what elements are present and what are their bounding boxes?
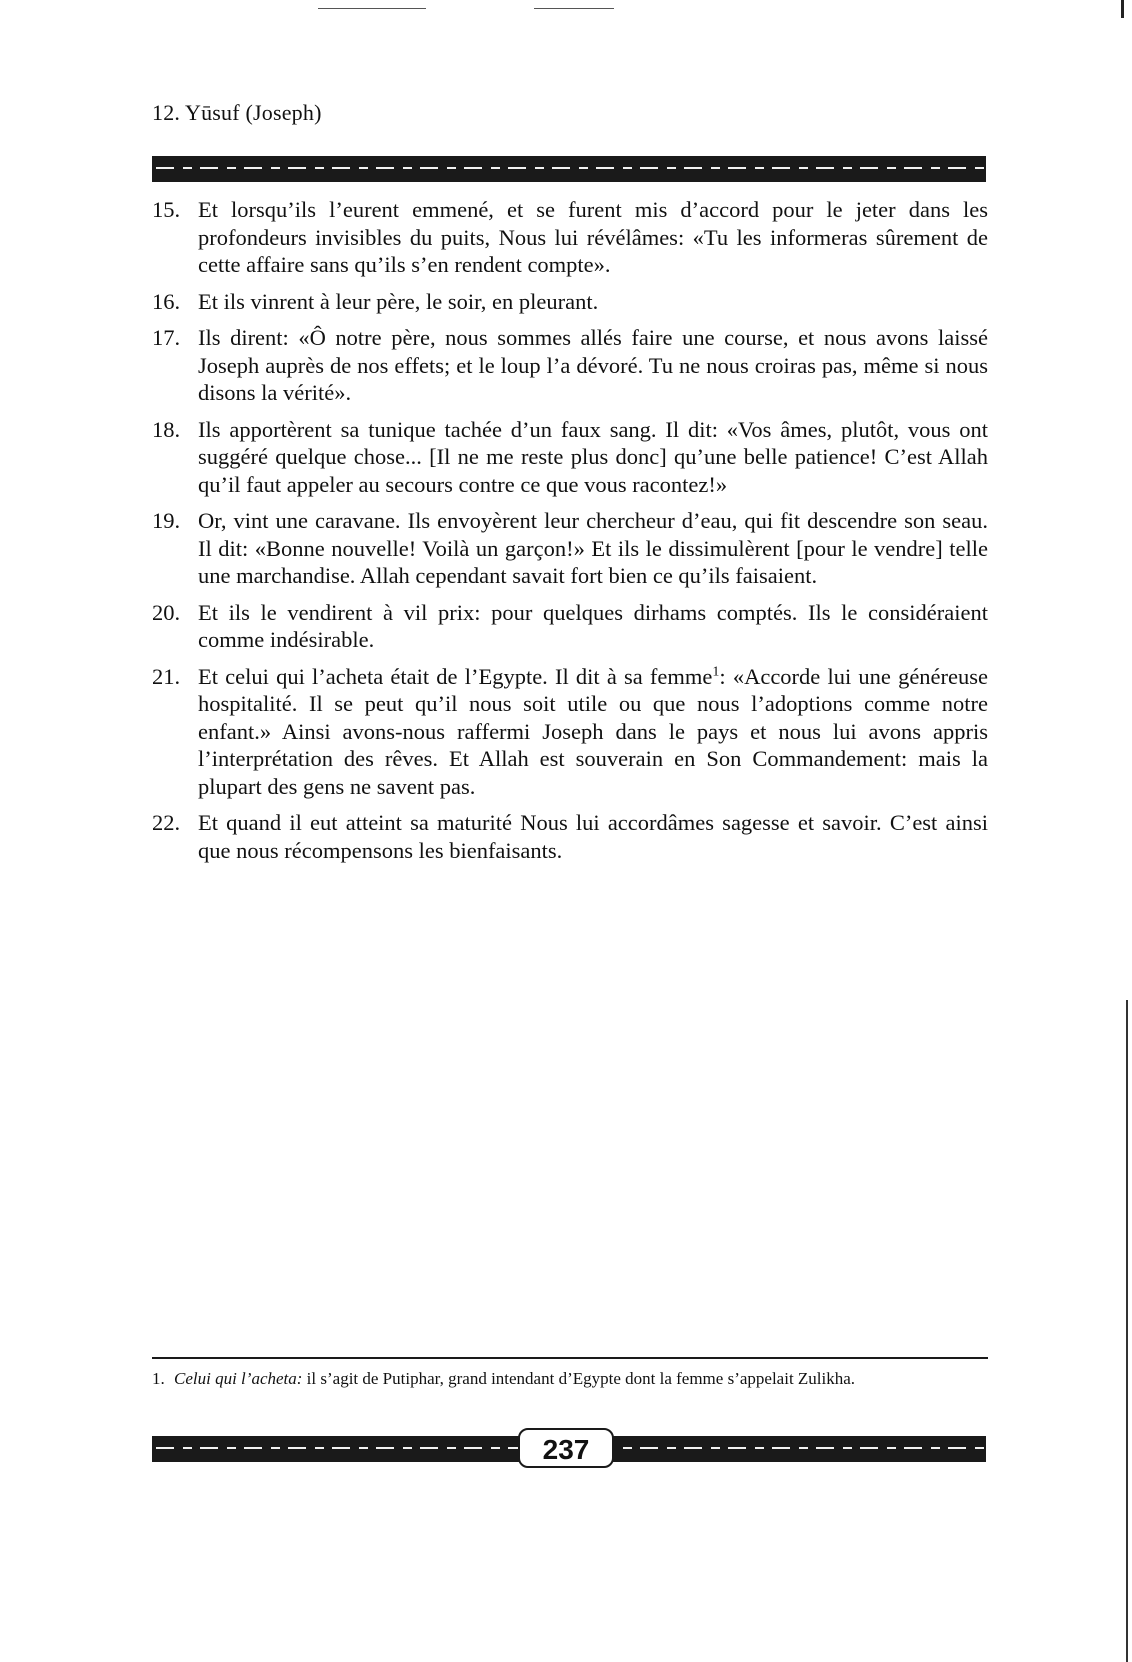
verse-item (152, 324, 988, 407)
verse-text: Et lorsqu’ils l’eurent emmené, et se furent mis d’accord pour le jeter dans les profondeurs invisibles du puits, Nous lui révélâmes: «Tu les informeras sûrement de cette affaire sans qu’ils s’en rendent compte». (198, 197, 988, 277)
verse-text: Et ils vinrent à leur père, le soir, en pleurant. (198, 288, 599, 314)
verse-item (152, 288, 988, 316)
verse-text: Ils dirent: «Ô notre père, nous sommes allés faire une course, et nous avons laissé Joseph auprès de nos effets; et le loup l’a dévoré. Tu ne nous croiras pas, même si nous disons la vérité». (198, 325, 988, 405)
verse-number: 21. (152, 663, 181, 689)
verse-text: Or, vint une caravane. Ils envoyèrent leur chercheur d’eau, qui fit descendre son seau. Il dit: «Bonne nouvelle! Voilà un garçon!» Et ils le dissimulèrent [pour le vendre] telle une marchandise. Allah cependant savait fort bien ce qu’ils faisaient. (198, 508, 988, 588)
corner-mark (1121, 0, 1124, 18)
verse-text-before: Et celui qui l’acheta était de l’Egypte. Il dit à sa femme (198, 663, 713, 689)
chapter-heading: 12. Yūsuf (Joseph) (152, 100, 322, 125)
verse-number: 20. (152, 599, 181, 625)
top-rule-right (534, 8, 614, 9)
footnote-body (174, 1368, 988, 1389)
verse-text-after: : «Accorde lui une généreuse hospitalité. Il se peut qu’il nous soit utile ou que nous l’adoptions comme notre enfant.» Ainsi avons-nous raffermi Joseph dans le pays et nous lui avons appris l’interprétation des rêves. Et Allah est souverain en Son Commandement: mais la plupart des gens ne savent pas. (198, 663, 989, 799)
verse-item (152, 416, 988, 499)
page-edge (1126, 1000, 1128, 1662)
verse-item (152, 599, 988, 654)
footnote-term: Celui qui l’acheta: (174, 1369, 303, 1388)
verse-number: 16. (152, 288, 181, 314)
verse-text (198, 663, 988, 801)
verse-number: 19. (152, 508, 181, 533)
verse-text: Et ils le vendirent à vil prix: pour quelques dirhams comptés. Ils le considéraient comme indésirable. (198, 599, 988, 652)
top-ornament-border (152, 156, 986, 182)
footnote-number: 1. (152, 1369, 165, 1388)
verse-text: Ils apportèrent sa tunique tachée d’un faux sang. Il dit: «Vos âmes, plutôt, vous ont suggéré quelque chose... [Il ne me reste plus donc] qu’une belle patience! C’est Allah qu’il faut appeler au secours contre ce que vous racontez!» (198, 416, 988, 497)
verse-number: 18. (152, 416, 181, 442)
footnote-reference[interactable]: 1 (712, 664, 720, 679)
verse-item (152, 809, 988, 864)
verse-number: 22. (152, 810, 181, 835)
verse-number: 17. (152, 325, 181, 350)
verse-text: Et quand il eut atteint sa maturité Nous lui accordâmes sagesse et savoir. C’est ainsi que nous récompensons les bienfaisants. (198, 810, 988, 863)
verse-item (152, 507, 988, 590)
top-rule-left (318, 8, 426, 9)
page-number: 237 (518, 1428, 614, 1468)
verse-item (152, 196, 988, 279)
footnote-divider (152, 1357, 988, 1359)
verse-list (152, 196, 988, 873)
verse-number: 15. (152, 197, 181, 222)
footnote-text: il s’agit de Putiphar, grand intendant d’Egypte dont la femme s’appelait Zulikha. (302, 1369, 856, 1388)
footnote (152, 1368, 988, 1389)
verse-item (152, 663, 988, 801)
